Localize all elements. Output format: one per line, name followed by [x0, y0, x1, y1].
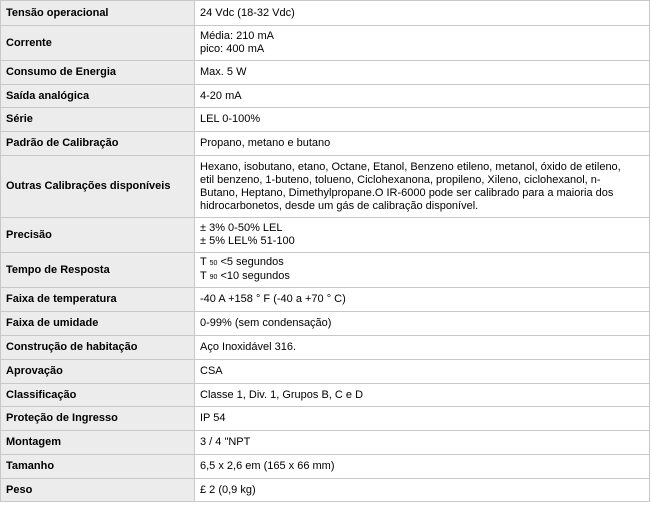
row-label: Peso — [1, 479, 195, 502]
row-label: Tamanho — [1, 455, 195, 479]
value-line: pico: 400 mA — [200, 43, 265, 55]
value-line: LEL 0-100% — [200, 113, 261, 125]
value-line: Aço Inoxidável 316. — [200, 341, 297, 353]
table-row — [1, 253, 650, 288]
row-value — [195, 455, 650, 479]
row-value — [195, 132, 650, 156]
table-row — [1, 288, 650, 312]
row-value — [195, 156, 650, 218]
row-label: Outras Calibrações disponíveis — [1, 156, 195, 218]
value-line: Max. 5 W — [200, 66, 247, 78]
response-value: <5 segundos — [220, 256, 284, 268]
value-line: -40 A +158 ° F (-40 a +70 ° C) — [200, 293, 346, 305]
row-label: Faixa de umidade — [1, 312, 195, 336]
row-value — [195, 479, 650, 502]
row-label: Proteção de Ingresso — [1, 407, 195, 431]
row-value — [195, 1, 650, 26]
value-line: IP 54 — [200, 412, 226, 424]
table-row — [1, 479, 650, 502]
row-label: Aprovação — [1, 360, 195, 384]
row-value — [195, 312, 650, 336]
row-value — [195, 360, 650, 384]
table-row — [1, 407, 650, 431]
row-label: Série — [1, 108, 195, 132]
value-line: 6,5 x 2,6 em (165 x 66 mm) — [200, 460, 335, 472]
value-line: Média: 210 mA — [200, 30, 274, 42]
value-line: 3 / 4 "NPT — [200, 436, 251, 448]
response-line — [200, 256, 644, 270]
row-label: Classificação — [1, 384, 195, 407]
table-row — [1, 132, 650, 156]
row-label: Precisão — [1, 218, 195, 253]
row-label: Montagem — [1, 431, 195, 455]
value-line: hidrocarbonetos, desde um gás de calibração disponível. — [200, 199, 479, 212]
table-row — [1, 1, 650, 26]
row-value — [195, 288, 650, 312]
response-subscript: 50 — [209, 260, 218, 267]
row-value — [195, 26, 650, 61]
table-row — [1, 108, 650, 132]
table-row — [1, 455, 650, 479]
table-row — [1, 61, 650, 85]
table-row — [1, 384, 650, 407]
response-prefix: T — [200, 270, 207, 282]
row-label: Tensão operacional — [1, 1, 195, 26]
row-value — [195, 218, 650, 253]
table-row — [1, 156, 650, 218]
row-value — [195, 336, 650, 360]
value-line: 0-99% (sem condensação) — [200, 317, 332, 329]
value-line: Hexano, isobutano, etano, Octane, Etanol, Benzeno etileno, metanol, óxido de etileno, — [200, 160, 621, 173]
value-line: Butano, Heptano, Dimethylpropane.O IR-6000 pode ser calibrado para a maioria dos — [200, 186, 614, 199]
table-row — [1, 431, 650, 455]
row-value — [195, 253, 650, 288]
table-row — [1, 218, 650, 253]
response-line — [200, 270, 644, 284]
response-prefix: T — [200, 256, 207, 268]
table-row — [1, 360, 650, 384]
row-value — [195, 61, 650, 85]
value-line: 4-20 mA — [200, 89, 242, 102]
response-value: <10 segundos — [220, 270, 290, 282]
row-label: Faixa de temperatura — [1, 288, 195, 312]
table-row — [1, 312, 650, 336]
value-line: Classe 1, Div. 1, Grupos B, C e D — [200, 388, 364, 401]
row-label: Construção de habitação — [1, 336, 195, 360]
row-value — [195, 384, 650, 407]
value-line: Propano, metano e butano — [200, 137, 331, 149]
row-value — [195, 407, 650, 431]
value-line: 24 Vdc (18-32 Vdc) — [200, 6, 295, 19]
table-row — [1, 85, 650, 108]
row-label: Padrão de Calibração — [1, 132, 195, 156]
value-line: ± 3% 0-50% LEL — [200, 222, 283, 234]
row-label: Tempo de Resposta — [1, 253, 195, 288]
row-value — [195, 431, 650, 455]
row-label: Saída analógica — [1, 85, 195, 108]
value-line: etil benzeno, 1-buteno, tolueno, Ciclohexanona, propileno, Xileno, ciclohexanol, n- — [200, 173, 601, 186]
value-line: £ 2 (0,9 kg) — [200, 483, 256, 496]
value-line: ± 5% LEL% 51-100 — [200, 235, 295, 247]
response-subscript: 90 — [209, 274, 218, 281]
table-row — [1, 336, 650, 360]
value-line: CSA — [200, 365, 223, 377]
row-label: Corrente — [1, 26, 195, 61]
row-value — [195, 85, 650, 108]
row-label: Consumo de Energia — [1, 61, 195, 85]
table-row — [1, 26, 650, 61]
row-value — [195, 108, 650, 132]
